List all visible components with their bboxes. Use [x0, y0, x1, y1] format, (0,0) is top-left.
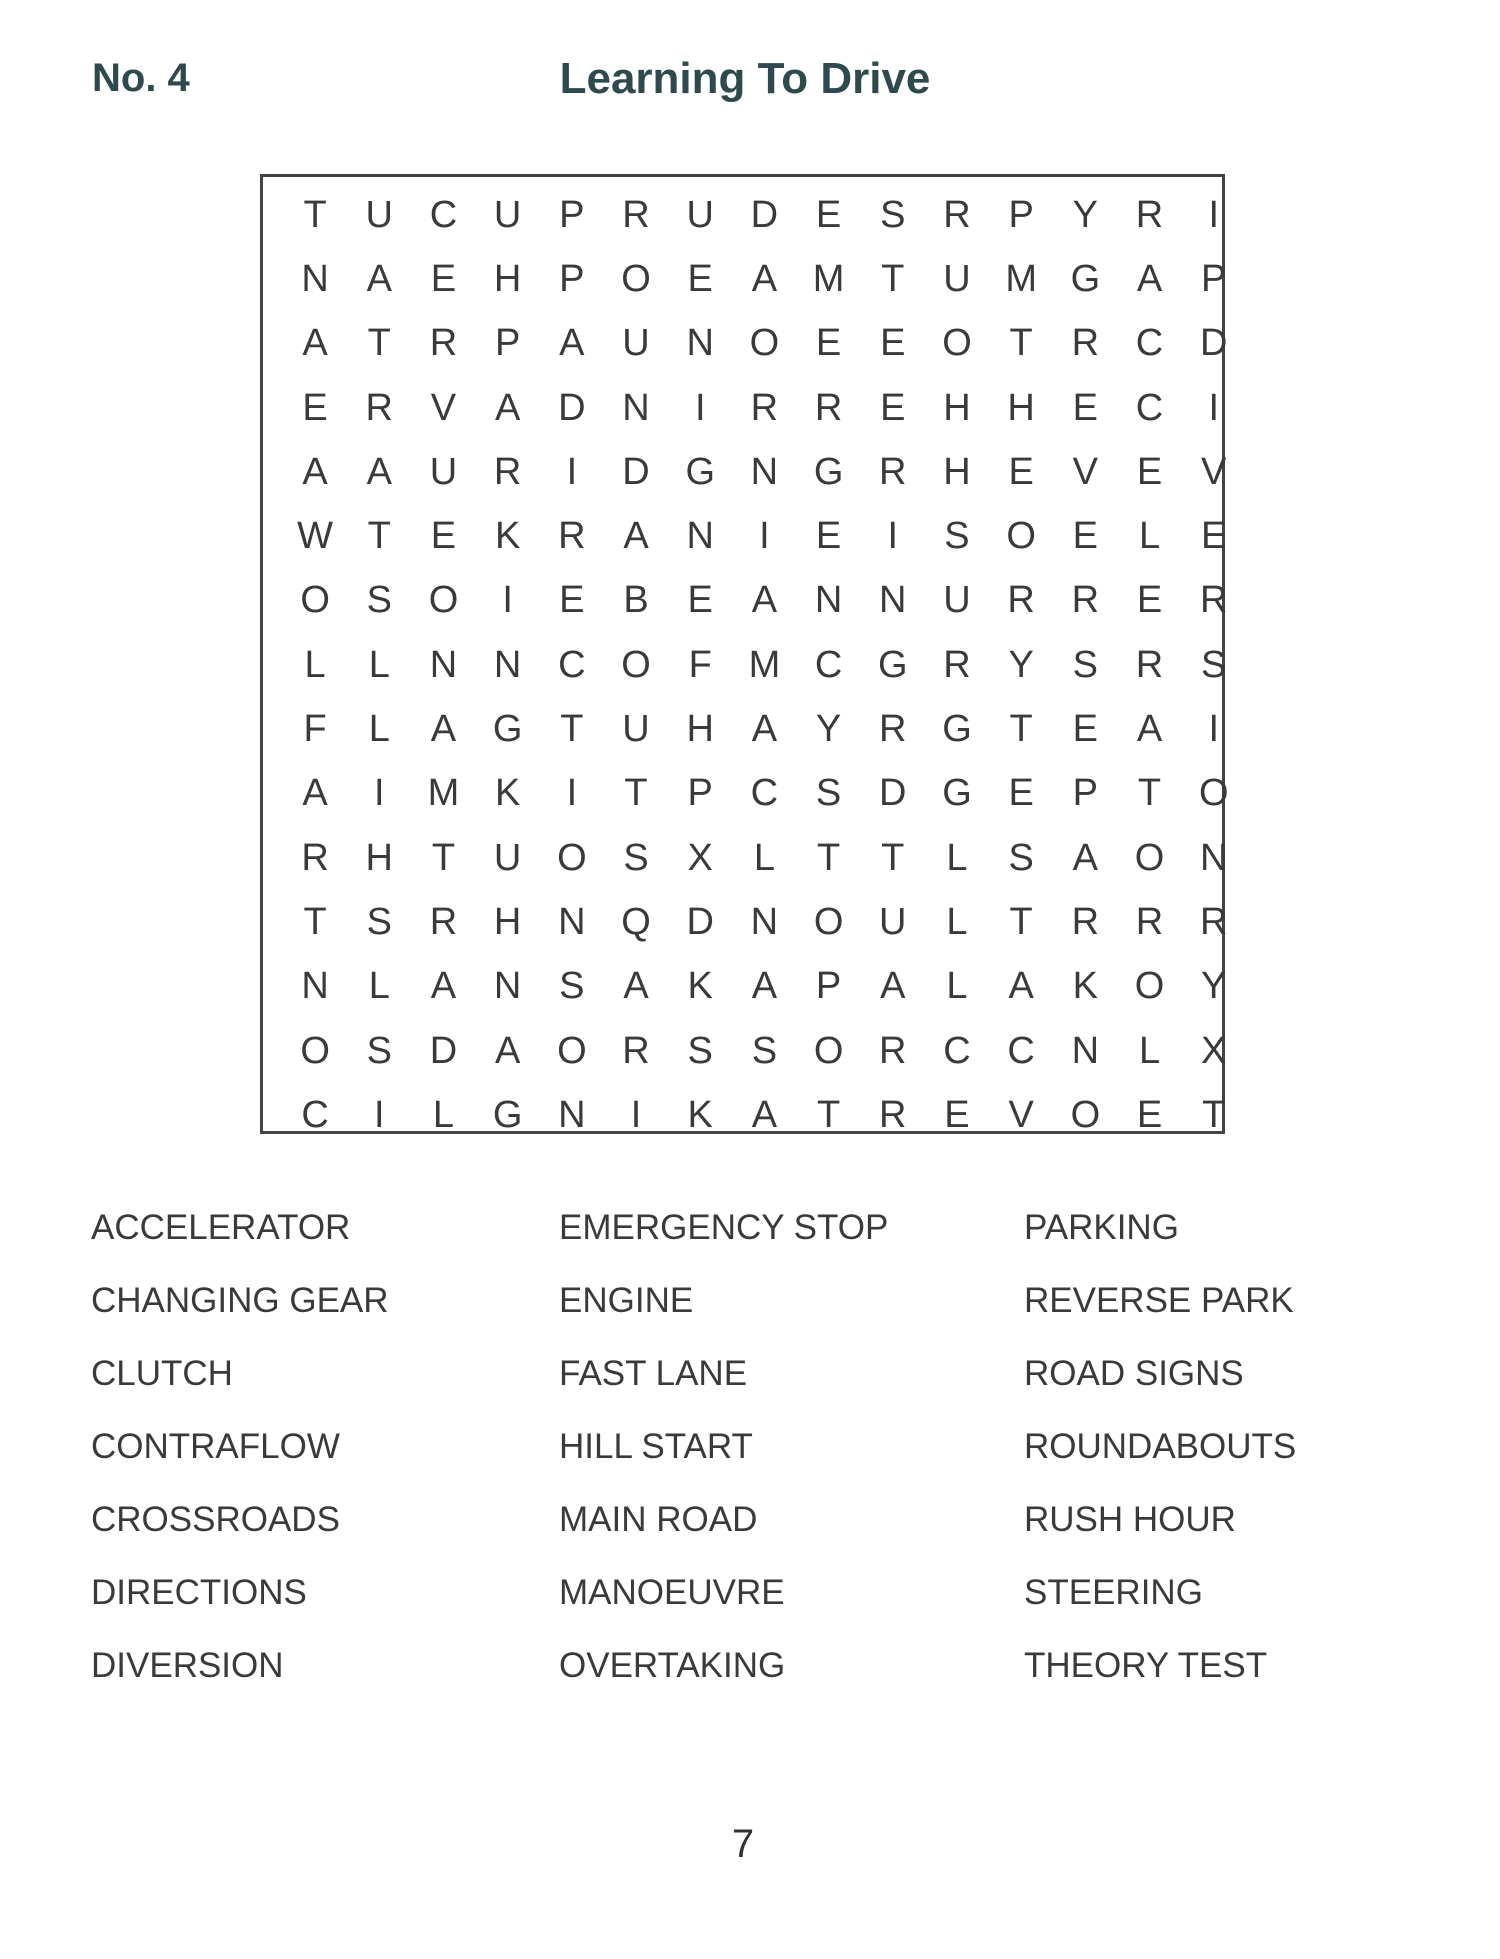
grid-cell: R	[1071, 579, 1100, 622]
grid-cell: R	[1199, 900, 1228, 943]
word-list-item: MANOEUVRE	[559, 1573, 785, 1612]
grid-cell: H	[1007, 386, 1035, 429]
grid-cell: N	[301, 965, 329, 1008]
grid-cell: S	[366, 579, 392, 622]
grid-cell: T	[367, 322, 391, 365]
grid-cell: I	[694, 386, 706, 429]
grid-cell: A	[494, 386, 521, 429]
grid-cell: I	[566, 772, 578, 815]
word-list-item: HILL START	[559, 1427, 753, 1466]
grid-cell: T	[1202, 1093, 1226, 1136]
grid-cell: R	[943, 643, 971, 686]
grid-cell: R	[879, 450, 907, 493]
grid-cell: E	[815, 193, 842, 236]
grid-cell: M	[812, 257, 845, 300]
grid-cell: U	[622, 708, 650, 751]
grid-cell: L	[368, 965, 390, 1008]
grid-cell: L	[368, 643, 390, 686]
grid-cell: E	[815, 322, 842, 365]
word-list-column	[91, 1200, 389, 1711]
word-list-item: DIVERSION	[91, 1646, 284, 1685]
grid-cell: O	[813, 900, 844, 943]
grid-cell: T	[816, 1093, 841, 1136]
grid-cell: R	[1071, 900, 1100, 943]
grid-cell: K	[687, 965, 713, 1008]
grid-cell: R	[1135, 643, 1164, 686]
grid-cell: I	[1208, 193, 1219, 236]
grid-cell: M	[1005, 257, 1037, 300]
word-list-item: STEERING	[1024, 1573, 1203, 1612]
grid-cell: B	[623, 579, 649, 622]
word-list-column	[1024, 1200, 1296, 1711]
word-list-item: REVERSE PARK	[1024, 1281, 1294, 1320]
grid-cell: E	[1072, 515, 1099, 558]
grid-cell: R	[1199, 579, 1228, 622]
word-list-item: CROSSROADS	[91, 1500, 340, 1539]
grid-cell: N	[750, 450, 779, 493]
grid-cell: O	[557, 836, 587, 879]
grid-cell: R	[1071, 322, 1100, 365]
grid-cell: L	[368, 708, 390, 751]
grid-cell: N	[686, 322, 714, 365]
grid-cell: A	[751, 257, 778, 300]
grid-cell: R	[1135, 193, 1164, 236]
grid-cell: R	[493, 450, 522, 493]
grid-cell: N	[301, 257, 329, 300]
grid-cell: N	[622, 386, 650, 429]
grid-cell: T	[1137, 772, 1162, 815]
grid-cell: N	[814, 579, 843, 622]
grid-cell: N	[750, 900, 779, 943]
grid-cell: S	[880, 193, 906, 236]
grid-cell: U	[943, 579, 971, 622]
grid-cell: H	[943, 386, 971, 429]
grid-cell: U	[429, 450, 458, 493]
grid-cell: T	[1009, 322, 1033, 365]
grid-cell: D	[429, 1029, 458, 1072]
grid-cell: H	[493, 900, 522, 943]
grid-cell: R	[1135, 900, 1164, 943]
grid-cell: N	[879, 579, 907, 622]
grid-cell: A	[366, 257, 392, 300]
grid-cell: R	[943, 193, 971, 236]
word-list-item: MAIN ROAD	[559, 1500, 758, 1539]
grid-cell: T	[881, 257, 905, 300]
grid-cell: I	[887, 515, 899, 558]
grid-cell: E	[1136, 579, 1163, 622]
grid-cell: R	[429, 900, 458, 943]
grid-cell: E	[815, 515, 842, 558]
grid-cell: I	[374, 1093, 385, 1136]
grid-cell: G	[878, 643, 908, 686]
grid-cell: W	[297, 515, 334, 558]
word-list-item: DIRECTIONS	[91, 1573, 307, 1612]
puzzle-title: Learning To Drive	[559, 54, 931, 103]
word-list-item: CONTRAFLOW	[91, 1427, 340, 1466]
grid-cell: Y	[1072, 193, 1099, 236]
grid-cell: G	[492, 708, 523, 751]
grid-cell: N	[686, 515, 714, 558]
grid-cell: G	[1070, 257, 1101, 300]
grid-cell: I	[759, 515, 770, 558]
grid-cell: A	[751, 1093, 778, 1136]
grid-cell: A	[430, 965, 457, 1008]
grid-cell: S	[559, 965, 585, 1008]
grid-cell: I	[1208, 386, 1219, 429]
word-list-item: FAST LANE	[559, 1354, 748, 1393]
grid-cell: S	[366, 1029, 392, 1072]
grid-cell: S	[944, 515, 970, 558]
grid-cell: G	[942, 772, 972, 815]
grid-cell: Y	[1008, 643, 1034, 686]
grid-cell: A	[751, 579, 778, 622]
grid-cell: R	[429, 322, 458, 365]
grid-cell: D	[1199, 322, 1228, 365]
grid-cell: A	[623, 515, 649, 558]
grid-cell: T	[816, 836, 841, 879]
grid-cell: Q	[621, 900, 651, 943]
grid-cell: S	[751, 1029, 778, 1072]
grid-cell: T	[1009, 900, 1033, 943]
grid-cell: D	[558, 386, 586, 429]
grid-cell: H	[686, 708, 714, 751]
grid-cell: C	[943, 1029, 971, 1072]
grid-cell: E	[1136, 450, 1163, 493]
grid-cell: I	[630, 1093, 642, 1136]
grid-cell: C	[558, 643, 586, 686]
word-list-item: THEORY TEST	[1024, 1646, 1268, 1685]
grid-cell: N	[558, 1093, 586, 1136]
grid-cell: U	[943, 257, 971, 300]
grid-cell: T	[367, 515, 391, 558]
word-list-item: ROUNDABOUTS	[1024, 1427, 1297, 1466]
grid-cell: R	[301, 836, 329, 879]
grid-cell: N	[1071, 1029, 1100, 1072]
grid-cell: M	[748, 643, 781, 686]
grid-cell: A	[1136, 257, 1163, 300]
grid-cell: V	[1072, 450, 1099, 493]
grid-cell: O	[300, 1029, 330, 1072]
puzzle-number: No. 4	[92, 56, 190, 100]
word-list-item: OVERTAKING	[559, 1646, 786, 1685]
grid-cell: P	[687, 772, 713, 815]
grid-cell: V	[430, 386, 457, 429]
word-search-grid-frame	[260, 174, 1229, 1136]
grid-cell: D	[622, 450, 650, 493]
grid-cell: A	[302, 772, 328, 815]
grid-cell: C	[301, 1093, 329, 1136]
grid-cell: F	[688, 643, 712, 686]
grid-cell: X	[687, 836, 713, 879]
grid-cell: O	[621, 257, 651, 300]
grid-cell: T	[1009, 708, 1033, 751]
grid-cell: L	[946, 900, 968, 943]
grid-cell: T	[303, 900, 327, 943]
grid-cell: K	[1072, 965, 1099, 1008]
grid-cell: O	[1006, 515, 1036, 558]
grid-cell: S	[1008, 836, 1034, 879]
grid-cell: T	[560, 708, 584, 751]
grid-cell: E	[559, 579, 585, 622]
grid-cell: L	[753, 836, 775, 879]
grid-cell: K	[494, 772, 521, 815]
grid-cell: O	[813, 1029, 844, 1072]
grid-cell: R	[622, 193, 650, 236]
grid-cell: E	[430, 515, 457, 558]
grid-cell: N	[493, 965, 522, 1008]
grid-cell: L	[1138, 1029, 1161, 1072]
grid-cell: O	[557, 1029, 587, 1072]
grid-cell: D	[686, 900, 714, 943]
grid-cell: R	[879, 1029, 907, 1072]
grid-cell: L	[946, 836, 968, 879]
grid-cell: C	[1007, 1029, 1035, 1072]
grid-cell: S	[366, 900, 392, 943]
grid-cell: P	[815, 965, 842, 1008]
word-list-item: CLUTCH	[91, 1354, 233, 1393]
grid-cell: T	[303, 193, 327, 236]
grid-cell: O	[621, 643, 651, 686]
grid-cell: E	[687, 579, 713, 622]
grid-cell: E	[430, 257, 457, 300]
grid-cell: D	[750, 193, 779, 236]
grid-cell: O	[1198, 772, 1229, 815]
grid-cell: G	[813, 450, 844, 493]
grid-cell: R	[622, 1029, 650, 1072]
grid-cell: A	[880, 965, 906, 1008]
grid-cell: O	[428, 579, 459, 622]
grid-cell: N	[1199, 836, 1228, 879]
grid-cell: E	[302, 386, 328, 429]
grid-cell: U	[493, 836, 522, 879]
grid-cell: A	[302, 450, 328, 493]
grid-cell: S	[687, 1029, 713, 1072]
grid-cell: O	[1070, 1093, 1101, 1136]
grid-cell: G	[685, 450, 715, 493]
grid-cell: S	[1201, 643, 1227, 686]
grid-cell: L	[432, 1093, 455, 1136]
grid-cell: P	[559, 257, 585, 300]
grid-cell: P	[1072, 772, 1099, 815]
grid-cell: T	[881, 836, 905, 879]
grid-cell: N	[558, 900, 586, 943]
grid-cell: R	[814, 386, 843, 429]
grid-cell: O	[1134, 836, 1165, 879]
grid-cell: A	[559, 322, 585, 365]
grid-cell: S	[815, 772, 842, 815]
grid-cell: P	[1201, 257, 1227, 300]
grid-cell: C	[1135, 322, 1164, 365]
grid-cell: O	[1134, 965, 1165, 1008]
grid-cell: A	[1072, 836, 1099, 879]
grid-cell: C	[429, 193, 458, 236]
word-search-grid	[283, 183, 1246, 1147]
grid-cell: H	[493, 257, 522, 300]
grid-cell: U	[493, 193, 522, 236]
grid-cell: N	[493, 643, 522, 686]
grid-cell: I	[374, 772, 385, 815]
grid-cell: P	[559, 193, 585, 236]
word-list-item: PARKING	[1024, 1208, 1179, 1247]
word-list-item: CHANGING GEAR	[91, 1281, 389, 1320]
grid-cell: O	[749, 322, 780, 365]
grid-cell: R	[1007, 579, 1035, 622]
grid-cell: C	[1135, 386, 1164, 429]
word-list	[0, 1200, 1500, 1700]
grid-cell: X	[1201, 1029, 1227, 1072]
grid-cell: A	[751, 965, 778, 1008]
grid-cell: U	[879, 900, 907, 943]
grid-cell: V	[1201, 450, 1227, 493]
grid-cell: T	[624, 772, 648, 815]
grid-cell: H	[943, 450, 971, 493]
grid-cell: R	[879, 1093, 907, 1136]
word-list-item: ROAD SIGNS	[1024, 1354, 1244, 1393]
grid-cell: E	[1072, 708, 1099, 751]
grid-cell: E	[944, 1093, 970, 1136]
grid-cell: L	[1138, 515, 1161, 558]
grid-cell: A	[366, 450, 392, 493]
word-list-item: EMERGENCY STOP	[559, 1208, 889, 1247]
grid-cell: A	[430, 708, 457, 751]
grid-cell: P	[494, 322, 521, 365]
grid-cell: E	[687, 257, 713, 300]
grid-cell: S	[1072, 643, 1099, 686]
grid-cell: I	[1208, 708, 1219, 751]
grid-cell: G	[492, 1093, 523, 1136]
grid-cell: H	[365, 836, 393, 879]
grid-cell: E	[1136, 1093, 1163, 1136]
word-list-column	[559, 1200, 888, 1711]
grid-cell: A	[1008, 965, 1034, 1008]
page-number: 7	[731, 1822, 755, 1866]
grid-cell: A	[494, 1029, 521, 1072]
word-list-item: ENGINE	[559, 1281, 694, 1320]
grid-cell: A	[751, 708, 778, 751]
grid-cell: E	[880, 322, 906, 365]
word-list-item: RUSH HOUR	[1024, 1500, 1236, 1539]
grid-cell: U	[686, 193, 714, 236]
grid-cell: C	[814, 643, 843, 686]
grid-cell: M	[427, 772, 460, 815]
grid-cell: R	[750, 386, 779, 429]
grid-cell: A	[1136, 708, 1163, 751]
grid-cell: C	[750, 772, 779, 815]
grid-cell: I	[502, 579, 513, 622]
grid-cell: R	[558, 515, 586, 558]
word-list-item: ACCELERATOR	[91, 1208, 351, 1247]
grid-cell: A	[623, 965, 649, 1008]
grid-cell: O	[942, 322, 972, 365]
grid-cell: L	[946, 965, 968, 1008]
grid-cell: V	[1008, 1093, 1034, 1136]
grid-cell: N	[429, 643, 458, 686]
grid-cell: U	[622, 322, 650, 365]
grid-cell: S	[623, 836, 649, 879]
grid-cell: A	[302, 322, 328, 365]
grid-cell: Y	[1201, 965, 1227, 1008]
grid-cell: F	[303, 708, 327, 751]
grid-cell: G	[942, 708, 972, 751]
grid-cell: E	[1201, 515, 1227, 558]
grid-cell: L	[304, 643, 326, 686]
grid-cell: K	[494, 515, 521, 558]
grid-cell: K	[687, 1093, 713, 1136]
grid-cell: P	[1008, 193, 1034, 236]
grid-cell: Y	[815, 708, 842, 751]
grid-cell: O	[300, 579, 330, 622]
grid-cell: E	[1008, 772, 1034, 815]
grid-cell: R	[879, 708, 907, 751]
grid-cell: E	[1072, 386, 1099, 429]
grid-cell: T	[431, 836, 456, 879]
grid-cell: I	[566, 450, 578, 493]
grid-cell: E	[880, 386, 906, 429]
grid-cell: D	[879, 772, 907, 815]
grid-cell: U	[365, 193, 393, 236]
grid-cell: R	[365, 386, 393, 429]
grid-cell: E	[1008, 450, 1034, 493]
